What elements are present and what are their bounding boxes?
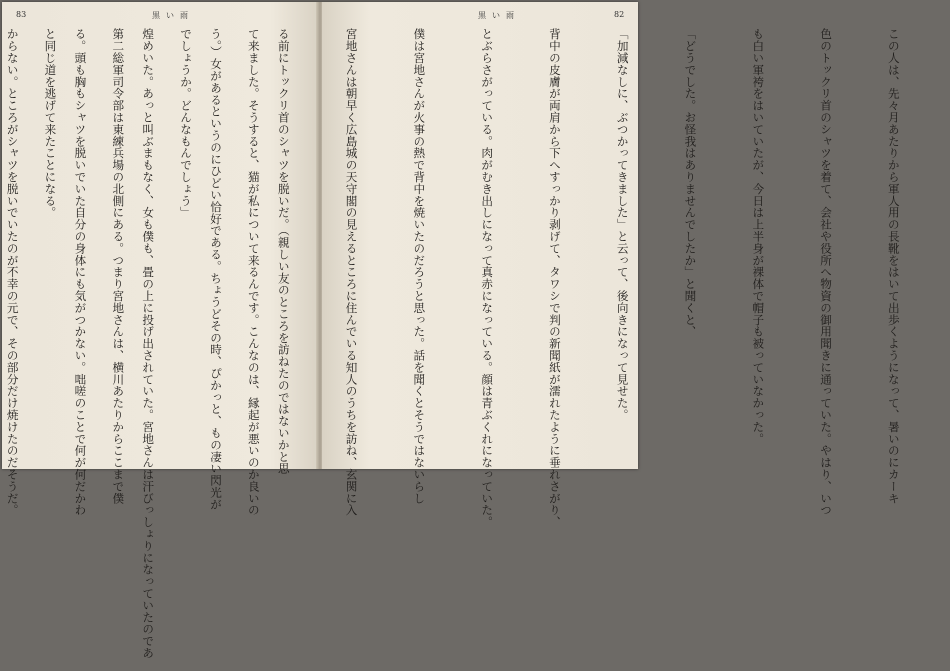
text-line: 「加減なしに、ぶつかってきました」と云って、後向きになって見せた。 [615, 28, 630, 421]
text-line: 僕は宮地さんが火事の熱で背中を焼いたのだろうと思った。話を聞くとそうではないらし [412, 28, 427, 504]
right-page-number: 82 [614, 10, 625, 19]
right-running-title: 黒い雨 [478, 11, 520, 20]
book-spread [2, 2, 901, 659]
text-line: からない。ところがシャツを脱いでいたのが不幸の元で、その部分だけ焼けたのだそうだ。 [5, 28, 20, 516]
text-line: 背中の皮膚が両肩から下へすっかり剥げて、タワシで判の新聞紙が濡れたように垂れさがり、 [547, 28, 562, 528]
text-line: 煌めいた。あっと叫ぶまもなく、女も僕も、畳の上に投げ出されていた。宮地さんは汗びっしょりになっていたのであ [141, 28, 156, 659]
text-line: この人は、先々月あたりから軍人用の長靴をはいて出歩くようになって、暑いのにカーキ [886, 28, 901, 504]
text-line: も白い軍袴をはいていたが、今日は上半身が裸体で帽子も被っていなかった。 [751, 28, 766, 445]
text-line: る前にトックリ首のシャツを脱いだ。（親しい友のところを訪ねたのではないかと思 [276, 28, 291, 475]
text-line: でしょうか。どんなもんでしょう」 [179, 28, 194, 219]
left-page-number: 83 [16, 10, 27, 19]
text-line: 色のトックリ首のシャツを着て、会社や役所へ物資の御用聞きに通っていた。やはり、いつ [819, 28, 834, 516]
text-line: 宮地さんは朝早く広島城の天守閣の見えるところに住んでいる知人のうちを訪ね、玄関に入 [344, 28, 359, 516]
text-line: て来ました。そうすると、猫が私について来るんです。こんなのは、縁起が悪いのか良いの [246, 28, 261, 516]
text-line: 「どうでした。お怪我はありませんでしたか」と聞くと、 [683, 28, 698, 338]
text-line: う。）女があるというのにひどい恰好である。ちょうどその時、ぴかっと、もの凄い閃光が [209, 28, 223, 511]
text-line: 第二総軍司令部は東練兵場の北側にある。つまり宮地さんは、横川あたりからここまで僕 [111, 28, 126, 504]
left-running-title: 黒い雨 [152, 11, 194, 20]
text-line: と同じ道を逃げて来たことになる。 [43, 28, 58, 219]
text-line: る。頭も胸もシャツを脱いでいた自分の身体にも気がつかない。咄嗟のことで何が何だかわ [73, 28, 88, 516]
text-line: とぶらさがっている。肉がむき出しになって真赤になっている。顔は青ぶくれになっていた。 [480, 28, 495, 528]
